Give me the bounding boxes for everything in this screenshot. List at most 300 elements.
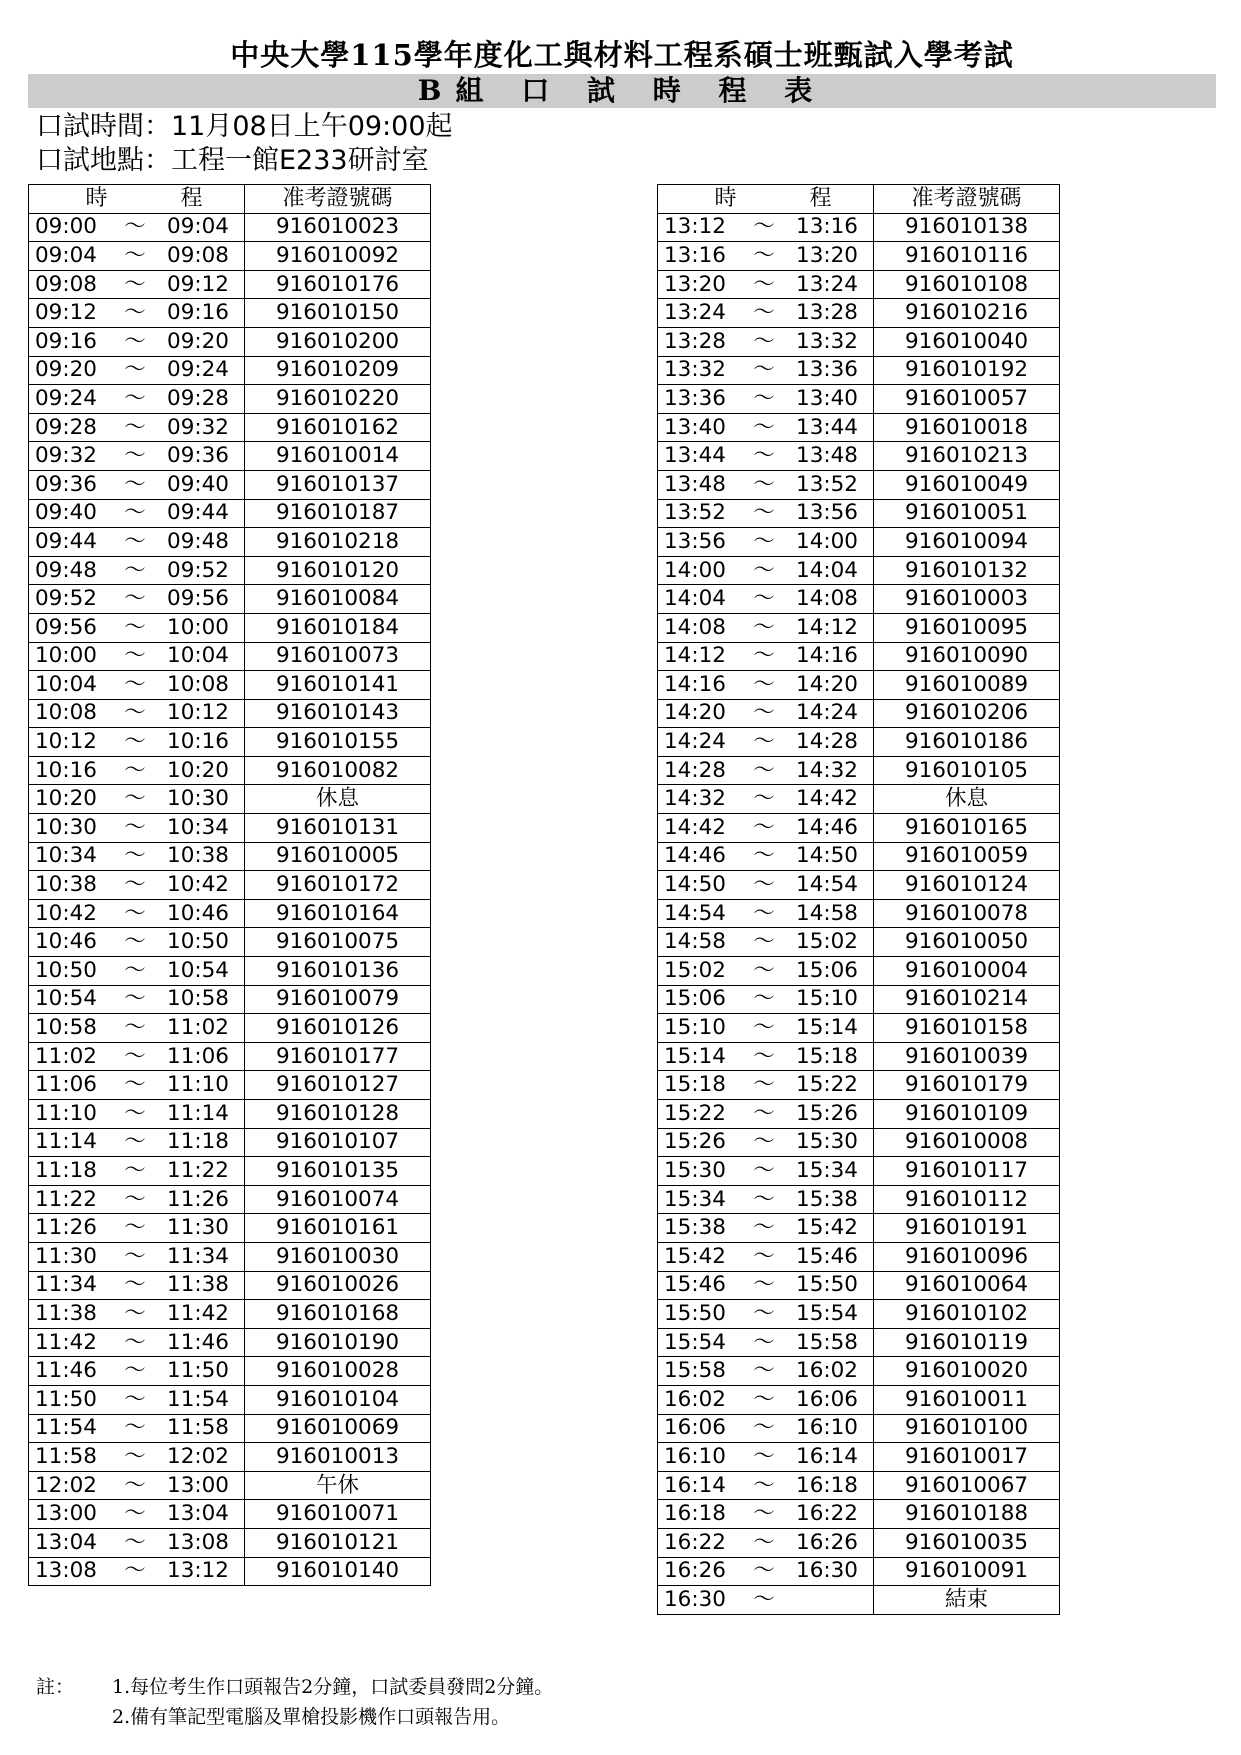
candidate-id: 916010071 bbox=[245, 1500, 431, 1529]
candidate-id: 916010074 bbox=[245, 1185, 431, 1214]
time-separator: ～ bbox=[124, 729, 146, 755]
candidate-id: 916010049 bbox=[874, 470, 1060, 499]
start-time: 12:02 bbox=[35, 1472, 97, 1498]
time-cell bbox=[658, 1557, 874, 1586]
time-separator: ～ bbox=[124, 957, 146, 983]
table-row bbox=[29, 1443, 431, 1472]
end-time: 09:52 bbox=[167, 557, 229, 583]
start-time: 09:56 bbox=[35, 614, 97, 640]
table-row bbox=[29, 1385, 431, 1414]
end-time: 16:02 bbox=[796, 1358, 858, 1384]
start-time: 09:32 bbox=[35, 443, 97, 469]
start-time: 16:18 bbox=[664, 1501, 726, 1527]
time-cell bbox=[658, 957, 874, 986]
time-separator: ～ bbox=[753, 1386, 775, 1412]
candidate-id: 916010126 bbox=[245, 1014, 431, 1043]
candidate-id: 916010172 bbox=[245, 871, 431, 900]
time-cell bbox=[658, 356, 874, 385]
start-time: 11:10 bbox=[35, 1100, 97, 1126]
time-cell bbox=[658, 756, 874, 785]
table-row bbox=[658, 528, 1060, 557]
end-time: 15:18 bbox=[796, 1043, 858, 1069]
time-cell bbox=[658, 1157, 874, 1186]
time-cell bbox=[29, 1471, 245, 1500]
time-cell bbox=[29, 528, 245, 557]
start-time: 10:50 bbox=[35, 957, 97, 983]
time-cell bbox=[658, 327, 874, 356]
time-cell bbox=[658, 699, 874, 728]
time-cell bbox=[29, 1042, 245, 1071]
start-time: 10:12 bbox=[35, 729, 97, 755]
time-separator: ～ bbox=[753, 1043, 775, 1069]
candidate-id: 916010051 bbox=[874, 499, 1060, 528]
start-time: 10:16 bbox=[35, 757, 97, 783]
table-row bbox=[29, 842, 431, 871]
time-separator: ～ bbox=[753, 1015, 775, 1041]
time-separator: ～ bbox=[124, 443, 146, 469]
end-time: 15:10 bbox=[796, 986, 858, 1012]
candidate-id: 916010011 bbox=[874, 1385, 1060, 1414]
time-cell bbox=[29, 613, 245, 642]
time-separator: ～ bbox=[124, 1100, 146, 1126]
time-cell bbox=[29, 1385, 245, 1414]
end-time: 10:12 bbox=[167, 700, 229, 726]
time-cell bbox=[29, 1414, 245, 1443]
candidate-id: 916010079 bbox=[245, 985, 431, 1014]
time-cell bbox=[658, 270, 874, 299]
table-row bbox=[658, 842, 1060, 871]
table-row bbox=[29, 756, 431, 785]
candidate-id: 午休 bbox=[245, 1471, 431, 1500]
time-cell bbox=[29, 928, 245, 957]
start-time: 09:12 bbox=[35, 300, 97, 326]
start-time: 15:42 bbox=[664, 1243, 726, 1269]
start-time: 14:16 bbox=[664, 671, 726, 697]
candidate-id: 916010124 bbox=[874, 871, 1060, 900]
time-cell bbox=[658, 556, 874, 585]
table-row bbox=[29, 1500, 431, 1529]
end-time: 15:34 bbox=[796, 1157, 858, 1183]
end-time: 14:46 bbox=[796, 814, 858, 840]
time-cell bbox=[658, 1328, 874, 1357]
start-time: 11:18 bbox=[35, 1157, 97, 1183]
start-time: 16:14 bbox=[664, 1472, 726, 1498]
start-time: 16:06 bbox=[664, 1415, 726, 1441]
time-separator: ～ bbox=[753, 214, 775, 240]
end-time: 11:58 bbox=[167, 1415, 229, 1441]
end-time: 15:42 bbox=[796, 1215, 858, 1241]
start-time: 13:48 bbox=[664, 471, 726, 497]
candidate-id: 916010155 bbox=[245, 728, 431, 757]
start-time: 14:42 bbox=[664, 814, 726, 840]
start-time: 09:00 bbox=[35, 214, 97, 240]
candidate-id: 916010188 bbox=[874, 1500, 1060, 1529]
table-row bbox=[658, 270, 1060, 299]
table-row bbox=[29, 1242, 431, 1271]
start-time: 11:54 bbox=[35, 1415, 97, 1441]
end-time: 11:54 bbox=[167, 1386, 229, 1412]
time-cell bbox=[658, 1528, 874, 1557]
time-separator: ～ bbox=[753, 1329, 775, 1355]
candidate-id: 916010107 bbox=[245, 1128, 431, 1157]
time-cell bbox=[658, 899, 874, 928]
candidate-id: 916010116 bbox=[874, 242, 1060, 271]
time-separator: ～ bbox=[753, 300, 775, 326]
end-time: 11:10 bbox=[167, 1072, 229, 1098]
end-time: 14:04 bbox=[796, 557, 858, 583]
time-header bbox=[658, 185, 874, 214]
time-separator: ～ bbox=[753, 242, 775, 268]
end-time: 10:08 bbox=[167, 671, 229, 697]
start-time: 16:30 bbox=[664, 1586, 726, 1612]
start-time: 13:36 bbox=[664, 385, 726, 411]
start-time: 15:22 bbox=[664, 1100, 726, 1126]
candidate-id: 916010030 bbox=[245, 1242, 431, 1271]
start-time: 14:04 bbox=[664, 586, 726, 612]
candidate-id: 916010168 bbox=[245, 1300, 431, 1329]
start-time: 14:20 bbox=[664, 700, 726, 726]
time-separator: ～ bbox=[124, 1129, 146, 1155]
start-time: 13:56 bbox=[664, 528, 726, 554]
candidate-id: 916010143 bbox=[245, 699, 431, 728]
candidate-id: 916010177 bbox=[245, 1042, 431, 1071]
table-row bbox=[658, 1385, 1060, 1414]
end-time: 14:00 bbox=[796, 528, 858, 554]
table-row bbox=[658, 985, 1060, 1014]
end-time: 14:50 bbox=[796, 843, 858, 869]
time-separator: ～ bbox=[124, 586, 146, 612]
candidate-id: 916010131 bbox=[245, 814, 431, 843]
end-time: 14:24 bbox=[796, 700, 858, 726]
candidate-id: 916010162 bbox=[245, 413, 431, 442]
end-time: 14:42 bbox=[796, 786, 858, 812]
note-line-1 bbox=[36, 1672, 553, 1702]
time-cell bbox=[658, 1443, 874, 1472]
time-separator: ～ bbox=[753, 643, 775, 669]
group-heading: B組 口 試 時 程 表 bbox=[28, 74, 1216, 108]
end-time: 13:52 bbox=[796, 471, 858, 497]
time-separator: ～ bbox=[753, 1529, 775, 1555]
start-time: 11:26 bbox=[35, 1215, 97, 1241]
time-separator: ～ bbox=[124, 271, 146, 297]
end-time: 13:04 bbox=[167, 1501, 229, 1527]
table-row bbox=[658, 1357, 1060, 1386]
time-cell bbox=[658, 528, 874, 557]
candidate-id: 休息 bbox=[245, 785, 431, 814]
end-time: 11:34 bbox=[167, 1243, 229, 1269]
time-separator: ～ bbox=[124, 300, 146, 326]
table-row bbox=[29, 585, 431, 614]
time-separator: ～ bbox=[753, 843, 775, 869]
end-time: 14:16 bbox=[796, 643, 858, 669]
candidate-id: 916010069 bbox=[245, 1414, 431, 1443]
time-cell bbox=[658, 1242, 874, 1271]
table-row bbox=[29, 871, 431, 900]
time-separator: ～ bbox=[753, 872, 775, 898]
time-cell bbox=[658, 1100, 874, 1129]
start-time: 10:20 bbox=[35, 786, 97, 812]
candidate-id: 916010179 bbox=[874, 1071, 1060, 1100]
start-time: 15:10 bbox=[664, 1015, 726, 1041]
end-time: 09:24 bbox=[167, 357, 229, 383]
time-cell bbox=[658, 985, 874, 1014]
time-cell bbox=[29, 985, 245, 1014]
start-time: 09:04 bbox=[35, 242, 97, 268]
time-header-a: 時 bbox=[85, 185, 108, 211]
end-time: 14:12 bbox=[796, 614, 858, 640]
time-cell bbox=[658, 299, 874, 328]
time-cell bbox=[658, 1586, 874, 1615]
candidate-id: 916010164 bbox=[245, 899, 431, 928]
table-row bbox=[29, 1557, 431, 1586]
start-time: 14:54 bbox=[664, 900, 726, 926]
time-separator: ～ bbox=[124, 757, 146, 783]
table-row bbox=[29, 1014, 431, 1043]
start-time: 10:46 bbox=[35, 929, 97, 955]
table-row bbox=[29, 413, 431, 442]
candidate-id: 916010064 bbox=[874, 1271, 1060, 1300]
end-time: 12:02 bbox=[167, 1443, 229, 1469]
time-cell bbox=[658, 728, 874, 757]
start-time: 13:16 bbox=[664, 242, 726, 268]
end-time: 14:08 bbox=[796, 586, 858, 612]
time-header-b: 程 bbox=[809, 185, 832, 211]
table-row bbox=[29, 528, 431, 557]
end-time: 09:56 bbox=[167, 586, 229, 612]
candidate-id: 916010108 bbox=[874, 270, 1060, 299]
time-cell bbox=[658, 385, 874, 414]
end-time: 13:00 bbox=[167, 1472, 229, 1498]
end-time: 15:46 bbox=[796, 1243, 858, 1269]
table-row bbox=[29, 699, 431, 728]
candidate-id: 916010117 bbox=[874, 1157, 1060, 1186]
time-separator: ～ bbox=[753, 1443, 775, 1469]
time-cell bbox=[29, 1014, 245, 1043]
table-row bbox=[658, 556, 1060, 585]
end-time: 13:16 bbox=[796, 214, 858, 240]
time-cell bbox=[658, 1471, 874, 1500]
id-header: 准考證號碼 bbox=[245, 185, 431, 214]
time-separator: ～ bbox=[124, 1186, 146, 1212]
time-cell bbox=[658, 928, 874, 957]
time-separator: ～ bbox=[124, 1043, 146, 1069]
candidate-id: 916010039 bbox=[874, 1042, 1060, 1071]
time-cell bbox=[29, 728, 245, 757]
table-row bbox=[29, 356, 431, 385]
time-separator: ～ bbox=[753, 1186, 775, 1212]
table-row bbox=[658, 1042, 1060, 1071]
end-time: 09:20 bbox=[167, 328, 229, 354]
table-row bbox=[29, 814, 431, 843]
time-separator: ～ bbox=[124, 1443, 146, 1469]
table-row bbox=[658, 1100, 1060, 1129]
table-row bbox=[29, 671, 431, 700]
time-separator: ～ bbox=[124, 643, 146, 669]
candidate-id: 916010138 bbox=[874, 213, 1060, 242]
candidate-id: 916010161 bbox=[245, 1214, 431, 1243]
start-time: 09:36 bbox=[35, 471, 97, 497]
end-time: 11:22 bbox=[167, 1157, 229, 1183]
time-separator: ～ bbox=[124, 414, 146, 440]
candidate-id: 916010112 bbox=[874, 1185, 1060, 1214]
time-separator: ～ bbox=[124, 1243, 146, 1269]
candidate-id: 916010067 bbox=[874, 1471, 1060, 1500]
time-separator: ～ bbox=[124, 1072, 146, 1098]
time-separator: ～ bbox=[753, 443, 775, 469]
table-row bbox=[29, 270, 431, 299]
candidate-id: 916010176 bbox=[245, 270, 431, 299]
time-separator: ～ bbox=[124, 214, 146, 240]
end-time: 15:02 bbox=[796, 929, 858, 955]
time-cell bbox=[29, 1128, 245, 1157]
time-cell bbox=[29, 785, 245, 814]
schedule-table-right bbox=[657, 184, 1060, 1615]
end-time: 09:40 bbox=[167, 471, 229, 497]
candidate-id: 916010184 bbox=[245, 613, 431, 642]
end-time: 13:20 bbox=[796, 242, 858, 268]
start-time: 13:08 bbox=[35, 1558, 97, 1584]
exam-time: 口試時間：11月08日上午09:00起 bbox=[36, 111, 453, 142]
candidate-id: 916010040 bbox=[874, 327, 1060, 356]
table-row bbox=[658, 756, 1060, 785]
time-cell bbox=[658, 1042, 874, 1071]
end-time: 16:14 bbox=[796, 1443, 858, 1469]
start-time: 10:58 bbox=[35, 1015, 97, 1041]
end-time: 09:32 bbox=[167, 414, 229, 440]
end-time: 15:50 bbox=[796, 1272, 858, 1298]
start-time: 15:06 bbox=[664, 986, 726, 1012]
time-cell bbox=[29, 585, 245, 614]
time-separator: ～ bbox=[124, 1358, 146, 1384]
time-cell bbox=[29, 756, 245, 785]
time-separator: ～ bbox=[124, 1300, 146, 1326]
time-separator: ～ bbox=[124, 1272, 146, 1298]
start-time: 11:22 bbox=[35, 1186, 97, 1212]
time-separator: ～ bbox=[753, 1272, 775, 1298]
end-time: 11:50 bbox=[167, 1358, 229, 1384]
start-time: 13:40 bbox=[664, 414, 726, 440]
schedule-table-left bbox=[28, 184, 431, 1586]
end-time: 13:36 bbox=[796, 357, 858, 383]
time-separator: ～ bbox=[124, 1157, 146, 1183]
time-separator: ～ bbox=[124, 700, 146, 726]
table-row bbox=[658, 1443, 1060, 1472]
end-time: 13:12 bbox=[167, 1558, 229, 1584]
table-row bbox=[658, 928, 1060, 957]
start-time: 15:14 bbox=[664, 1043, 726, 1069]
end-time: 14:20 bbox=[796, 671, 858, 697]
time-separator: ～ bbox=[753, 385, 775, 411]
note-text-1: 1.每位考生作口頭報告2分鐘，口試委員發問2分鐘。 bbox=[112, 1676, 554, 1698]
table-row bbox=[658, 1528, 1060, 1557]
table-row bbox=[29, 1042, 431, 1071]
table-row bbox=[29, 1214, 431, 1243]
time-separator: ～ bbox=[753, 1300, 775, 1326]
table-row bbox=[658, 1500, 1060, 1529]
time-cell bbox=[29, 442, 245, 471]
start-time: 11:50 bbox=[35, 1386, 97, 1412]
end-time: 10:34 bbox=[167, 814, 229, 840]
start-time: 09:52 bbox=[35, 586, 97, 612]
start-time: 09:44 bbox=[35, 528, 97, 554]
candidate-id: 916010003 bbox=[874, 585, 1060, 614]
table-row bbox=[29, 1300, 431, 1329]
end-time: 11:26 bbox=[167, 1186, 229, 1212]
time-cell bbox=[29, 385, 245, 414]
time-cell bbox=[658, 1185, 874, 1214]
time-separator: ～ bbox=[124, 671, 146, 697]
time-separator: ～ bbox=[753, 1243, 775, 1269]
table-row bbox=[29, 442, 431, 471]
end-time: 10:46 bbox=[167, 900, 229, 926]
time-cell bbox=[658, 499, 874, 528]
candidate-id: 916010035 bbox=[874, 1528, 1060, 1557]
candidate-id: 916010119 bbox=[874, 1328, 1060, 1357]
table-row bbox=[658, 1471, 1060, 1500]
time-cell bbox=[658, 470, 874, 499]
table-row bbox=[29, 1128, 431, 1157]
candidate-id: 916010094 bbox=[874, 528, 1060, 557]
candidate-id: 916010026 bbox=[245, 1271, 431, 1300]
start-time: 10:30 bbox=[35, 814, 97, 840]
candidate-id: 916010004 bbox=[874, 957, 1060, 986]
candidate-id: 916010028 bbox=[245, 1357, 431, 1386]
candidate-id: 916010073 bbox=[245, 642, 431, 671]
start-time: 10:08 bbox=[35, 700, 97, 726]
end-time: 16:30 bbox=[796, 1558, 858, 1584]
table-row bbox=[29, 470, 431, 499]
time-cell bbox=[29, 1500, 245, 1529]
candidate-id: 916010096 bbox=[874, 1242, 1060, 1271]
candidate-id: 916010141 bbox=[245, 671, 431, 700]
time-cell bbox=[29, 1185, 245, 1214]
time-cell bbox=[29, 671, 245, 700]
start-time: 15:54 bbox=[664, 1329, 726, 1355]
candidate-id: 916010137 bbox=[245, 470, 431, 499]
start-time: 14:00 bbox=[664, 557, 726, 583]
time-separator: ～ bbox=[124, 557, 146, 583]
candidate-id: 916010013 bbox=[245, 1443, 431, 1472]
time-cell bbox=[658, 1300, 874, 1329]
end-time: 13:28 bbox=[796, 300, 858, 326]
candidate-id: 916010165 bbox=[874, 814, 1060, 843]
time-separator: ～ bbox=[753, 1558, 775, 1584]
table-row bbox=[658, 242, 1060, 271]
table-header-row bbox=[658, 185, 1060, 214]
end-time: 13:44 bbox=[796, 414, 858, 440]
candidate-id: 916010135 bbox=[245, 1157, 431, 1186]
table-header-row bbox=[29, 185, 431, 214]
candidate-id: 916010008 bbox=[874, 1128, 1060, 1157]
time-separator: ～ bbox=[124, 786, 146, 812]
time-cell bbox=[29, 1328, 245, 1357]
candidate-id: 916010187 bbox=[245, 499, 431, 528]
start-time: 14:28 bbox=[664, 757, 726, 783]
time-separator: ～ bbox=[124, 1386, 146, 1412]
table-row bbox=[658, 699, 1060, 728]
table-row bbox=[658, 385, 1060, 414]
table-row bbox=[29, 1471, 431, 1500]
time-separator: ～ bbox=[124, 1529, 146, 1555]
table-row bbox=[658, 1414, 1060, 1443]
start-time: 09:16 bbox=[35, 328, 97, 354]
time-cell bbox=[29, 642, 245, 671]
candidate-id: 916010128 bbox=[245, 1100, 431, 1129]
time-separator: ～ bbox=[124, 500, 146, 526]
end-time: 10:38 bbox=[167, 843, 229, 869]
candidate-id: 916010214 bbox=[874, 985, 1060, 1014]
table-row bbox=[658, 1128, 1060, 1157]
